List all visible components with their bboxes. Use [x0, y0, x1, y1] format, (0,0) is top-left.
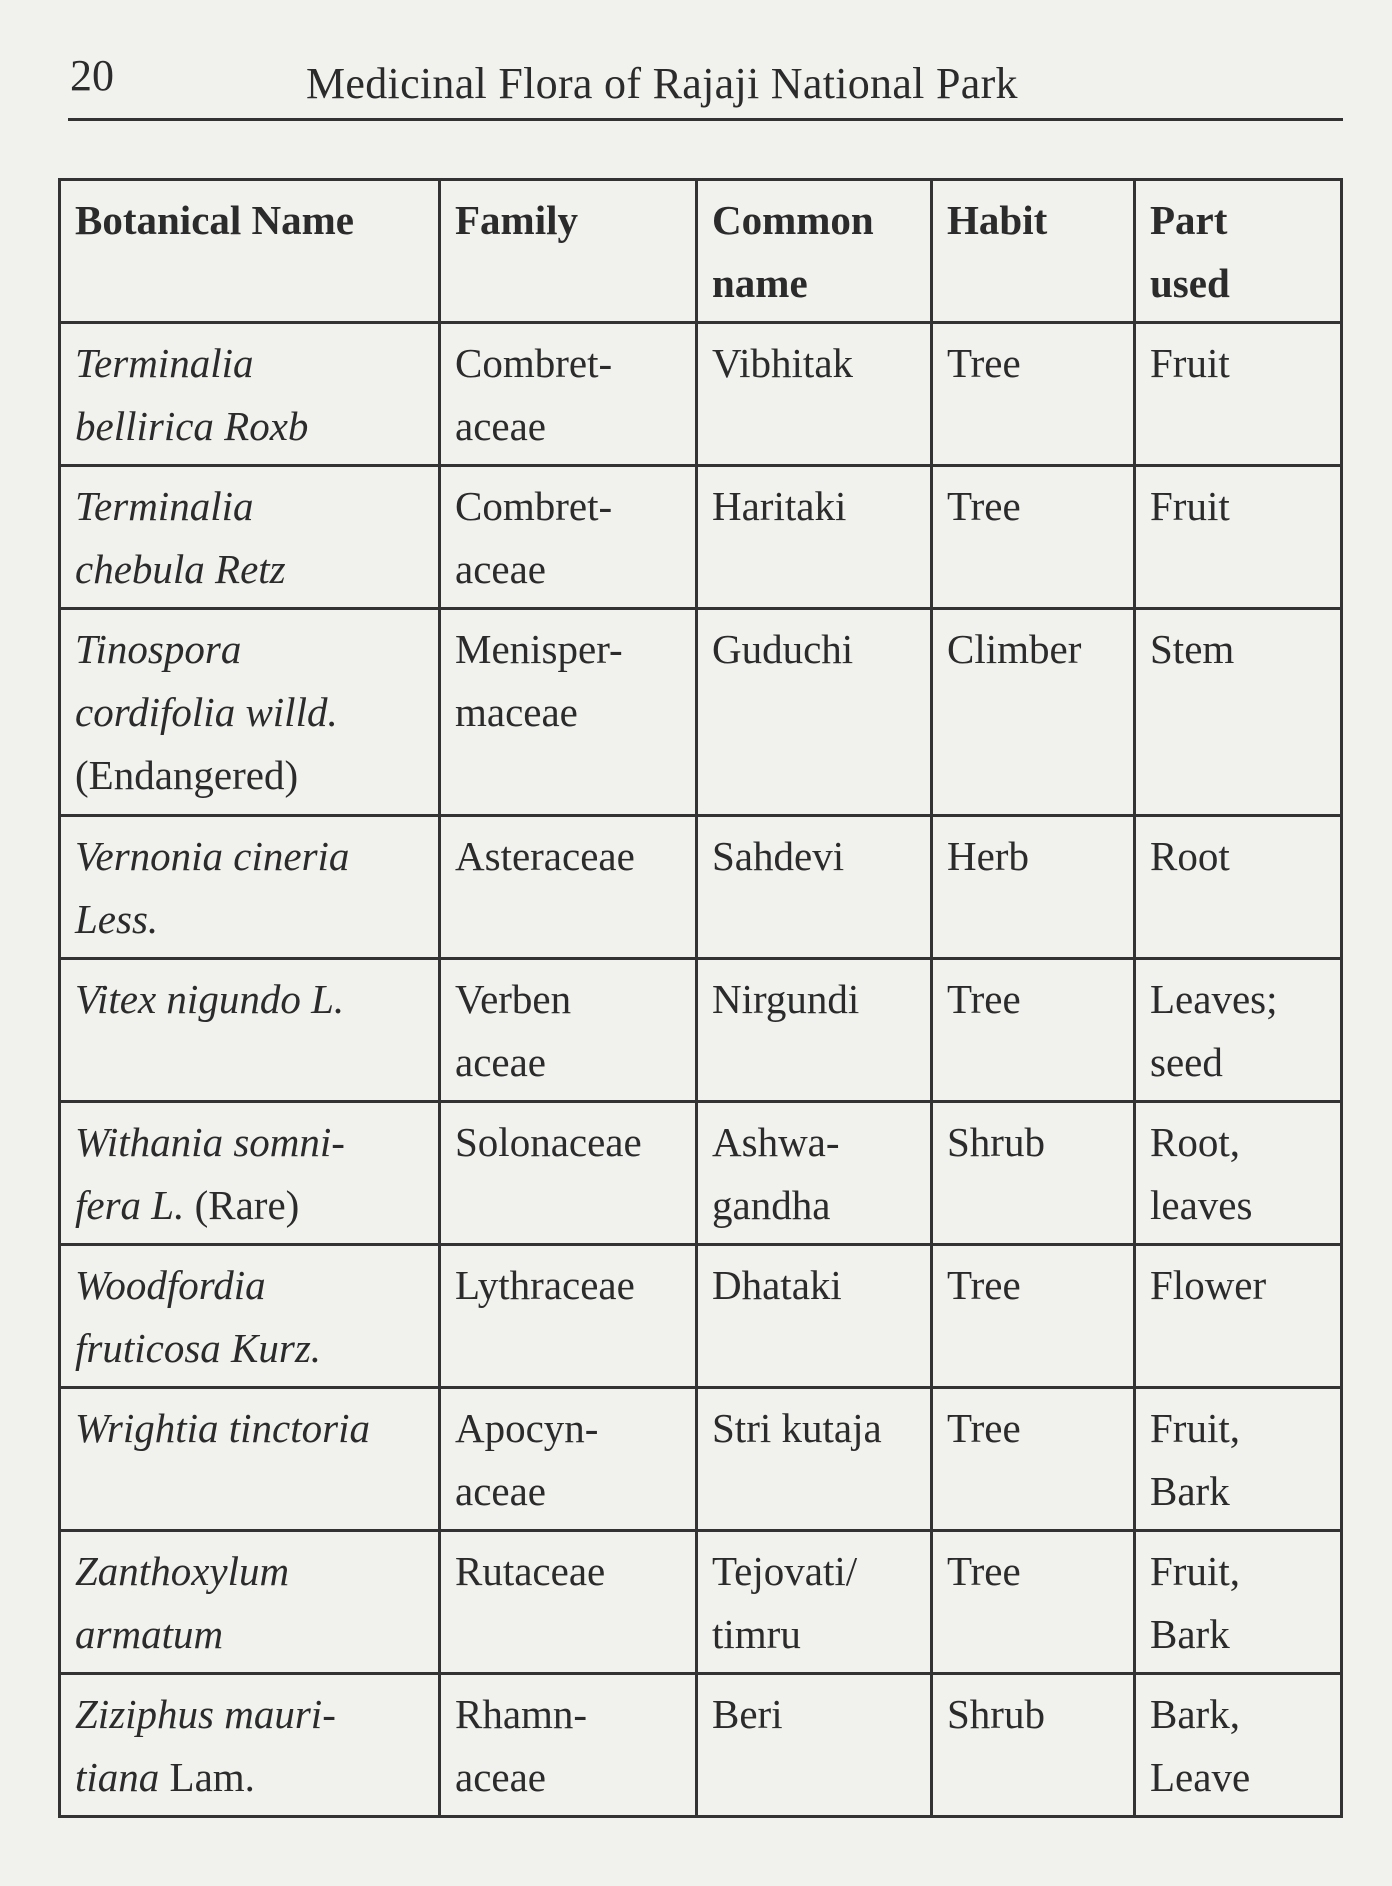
botanical-name-line: [75, 1683, 424, 1746]
column-header-family: [440, 180, 697, 323]
family-line: maceae: [455, 689, 578, 735]
botanical-name-cell: [60, 466, 440, 609]
botanical-name-text: bellirica Roxb: [75, 403, 309, 449]
botanical-name-cell: [60, 1674, 440, 1817]
habit-cell: [932, 1388, 1135, 1531]
botanical-name-cell: [60, 1531, 440, 1674]
common-name-cell: [697, 1388, 932, 1531]
column-header-botanical-name: [60, 180, 440, 323]
table-row: [60, 466, 1342, 609]
part-used-line: Leave: [1150, 1754, 1251, 1800]
common-name-line: Tejovati/: [712, 1548, 858, 1594]
common-name-line: Guduchi: [712, 626, 854, 672]
column-header-part-used: [1135, 180, 1342, 323]
family-line: Lythraceae: [455, 1262, 635, 1308]
habit-text: Shrub: [947, 1119, 1045, 1165]
botanical-name-text: armatum: [75, 1611, 224, 1657]
family-cell: [440, 1531, 697, 1674]
botanical-name-text: Woodfordia: [75, 1262, 266, 1308]
botanical-name-text: Wrightia tinctoria: [75, 1405, 370, 1451]
botanical-name-line: [75, 475, 424, 538]
family-cell: [440, 323, 697, 466]
botanical-name-line: [75, 968, 424, 1031]
common-name-line: Ashwa-: [712, 1119, 840, 1165]
common-name-cell: [697, 323, 932, 466]
botanical-name-text: fruticosa Kurz.: [75, 1325, 322, 1371]
botanical-name-cell: [60, 1245, 440, 1388]
botanical-name-text: Ziziphus mauri-: [75, 1691, 336, 1737]
botanical-name-line: [75, 1540, 424, 1603]
column-header-line: used: [1150, 260, 1230, 306]
botanical-name-text: Zanthoxylum: [75, 1548, 290, 1594]
part-used-line: Fruit,: [1150, 1405, 1240, 1451]
family-line: Combret-: [455, 483, 613, 529]
table-row: [60, 816, 1342, 959]
common-name-line: timru: [712, 1611, 801, 1657]
botanical-name-line: [75, 332, 424, 395]
table-body: [60, 323, 1342, 1817]
family-cell: [440, 1245, 697, 1388]
medicinal-plants-table: [58, 178, 1343, 1818]
table-row: [60, 323, 1342, 466]
family-line: Rutaceae: [455, 1548, 606, 1594]
part-used-line: leaves: [1150, 1182, 1253, 1228]
part-used-line: Leaves;: [1150, 976, 1278, 1022]
habit-cell: [932, 466, 1135, 609]
page-header: [68, 48, 1343, 121]
family-line: aceae: [455, 1754, 546, 1800]
column-header-line: Common: [712, 197, 874, 243]
table-row: [60, 1245, 1342, 1388]
botanical-name-line: [75, 1111, 424, 1174]
family-line: aceae: [455, 1468, 546, 1514]
part-used-cell: [1135, 816, 1342, 959]
part-used-line: Stem: [1150, 626, 1235, 672]
column-header-common-name: [697, 180, 932, 323]
botanical-name-line: [75, 1397, 424, 1460]
part-used-cell: [1135, 959, 1342, 1102]
part-used-line: Root: [1150, 833, 1230, 879]
botanical-name-cell: [60, 816, 440, 959]
common-name-line: Nirgundi: [712, 976, 860, 1022]
part-used-line: Bark: [1150, 1611, 1230, 1657]
botanical-name-text: tiana: [75, 1754, 160, 1800]
habit-text: Tree: [947, 483, 1021, 529]
family-line: Apocyn-: [455, 1405, 599, 1451]
botanical-note: Lam.: [169, 1754, 255, 1800]
habit-cell: [932, 1531, 1135, 1674]
habit-cell: [932, 1245, 1135, 1388]
family-cell: [440, 1674, 697, 1817]
part-used-line: Bark,: [1150, 1691, 1240, 1737]
running-title: Medicinal Flora of Rajaji National Park: [306, 59, 1018, 108]
table-row: [60, 609, 1342, 816]
family-cell: [440, 816, 697, 959]
habit-text: Climber: [947, 626, 1082, 672]
botanical-name-cell: [60, 959, 440, 1102]
family-line: aceae: [455, 403, 546, 449]
botanical-name-line: [75, 538, 424, 601]
botanical-name-text: Withania somni-: [75, 1119, 345, 1165]
botanical-name-line: [75, 618, 424, 681]
part-used-line: Fruit,: [1150, 1548, 1240, 1594]
common-name-cell: [697, 466, 932, 609]
botanical-name-text: Vernonia cineria: [75, 833, 350, 879]
habit-text: Tree: [947, 976, 1021, 1022]
botanical-name-text: cordifolia willd.: [75, 689, 338, 735]
habit-cell: [932, 609, 1135, 816]
family-line: aceae: [455, 1039, 546, 1085]
part-used-cell: [1135, 466, 1342, 609]
habit-cell: [932, 1674, 1135, 1817]
habit-cell: [932, 959, 1135, 1102]
part-used-line: Bark: [1150, 1468, 1230, 1514]
table-row: [60, 959, 1342, 1102]
common-name-cell: [697, 609, 932, 816]
family-line: Combret-: [455, 340, 613, 386]
part-used-cell: [1135, 323, 1342, 466]
botanical-name-line: [75, 1746, 424, 1809]
family-line: Verben: [455, 976, 572, 1022]
common-name-line: Sahdevi: [712, 833, 845, 879]
habit-text: Shrub: [947, 1691, 1045, 1737]
column-header-line: name: [712, 260, 808, 306]
column-header-line: Habit: [947, 197, 1048, 243]
part-used-cell: [1135, 1102, 1342, 1245]
common-name-cell: [697, 1531, 932, 1674]
habit-cell: [932, 816, 1135, 959]
botanical-name-line: [75, 825, 424, 888]
family-line: Asteraceae: [455, 833, 635, 879]
botanical-name-line: [75, 888, 424, 951]
family-line: aceae: [455, 546, 546, 592]
column-header-line: Family: [455, 197, 578, 243]
table-header-row: [60, 180, 1342, 323]
botanical-name-text: Terminalia: [75, 340, 254, 386]
common-name-line: Dhataki: [712, 1262, 842, 1308]
family-cell: [440, 1388, 697, 1531]
part-used-line: seed: [1150, 1039, 1223, 1085]
common-name-line: Beri: [712, 1691, 783, 1737]
botanical-name-text: fera L.: [75, 1182, 185, 1228]
part-used-cell: [1135, 1531, 1342, 1674]
column-header-habit: [932, 180, 1135, 323]
part-used-cell: [1135, 609, 1342, 816]
botanical-note: (Rare): [194, 1182, 300, 1228]
botanical-name-cell: [60, 1102, 440, 1245]
common-name-cell: [697, 1245, 932, 1388]
table-row: [60, 1388, 1342, 1531]
common-name-cell: [697, 1674, 932, 1817]
botanical-name-line: [75, 1603, 424, 1666]
table-row: [60, 1102, 1342, 1245]
common-name-line: Stri kutaja: [712, 1405, 882, 1451]
family-cell: [440, 959, 697, 1102]
family-line: Menisper-: [455, 626, 623, 672]
part-used-cell: [1135, 1245, 1342, 1388]
part-used-line: Root,: [1150, 1119, 1240, 1165]
column-header-line: Botanical Name: [75, 197, 354, 243]
botanical-name-text: Vitex nigundo L.: [75, 976, 345, 1022]
habit-text: Tree: [947, 1548, 1021, 1594]
botanical-note: (Endangered): [75, 752, 299, 798]
table-row: [60, 1531, 1342, 1674]
table-row: [60, 1674, 1342, 1817]
habit-cell: [932, 1102, 1135, 1245]
habit-text: Tree: [947, 340, 1021, 386]
botanical-name-cell: [60, 323, 440, 466]
family-line: Rhamn-: [455, 1691, 588, 1737]
botanical-name-line: [75, 1317, 424, 1380]
habit-text: Tree: [947, 1262, 1021, 1308]
habit-text: Tree: [947, 1405, 1021, 1451]
botanical-name-line: [75, 681, 424, 744]
part-used-line: Fruit: [1150, 483, 1230, 529]
part-used-line: Flower: [1150, 1262, 1267, 1308]
botanical-name-text: Less.: [75, 896, 159, 942]
habit-cell: [932, 323, 1135, 466]
family-cell: [440, 609, 697, 816]
common-name-line: gandha: [712, 1182, 831, 1228]
common-name-line: Vibhitak: [712, 340, 854, 386]
botanical-name-line: [75, 395, 424, 458]
botanical-name-cell: [60, 609, 440, 816]
common-name-cell: [697, 816, 932, 959]
family-line: Solonaceae: [455, 1119, 642, 1165]
family-cell: [440, 466, 697, 609]
page-number: 20: [70, 51, 114, 100]
family-cell: [440, 1102, 697, 1245]
common-name-line: Haritaki: [712, 483, 847, 529]
part-used-cell: [1135, 1388, 1342, 1531]
botanical-name-text: Tinospora: [75, 626, 242, 672]
habit-text: Herb: [947, 833, 1029, 879]
botanical-name-cell: [60, 1388, 440, 1531]
column-header-line: Part: [1150, 197, 1228, 243]
botanical-name-text: Terminalia: [75, 483, 254, 529]
common-name-cell: [697, 1102, 932, 1245]
botanical-name-line: [75, 1254, 424, 1317]
part-used-line: Fruit: [1150, 340, 1230, 386]
botanical-name-text: chebula Retz: [75, 546, 286, 592]
part-used-cell: [1135, 1674, 1342, 1817]
common-name-cell: [697, 959, 932, 1102]
botanical-name-line: [75, 1174, 424, 1237]
